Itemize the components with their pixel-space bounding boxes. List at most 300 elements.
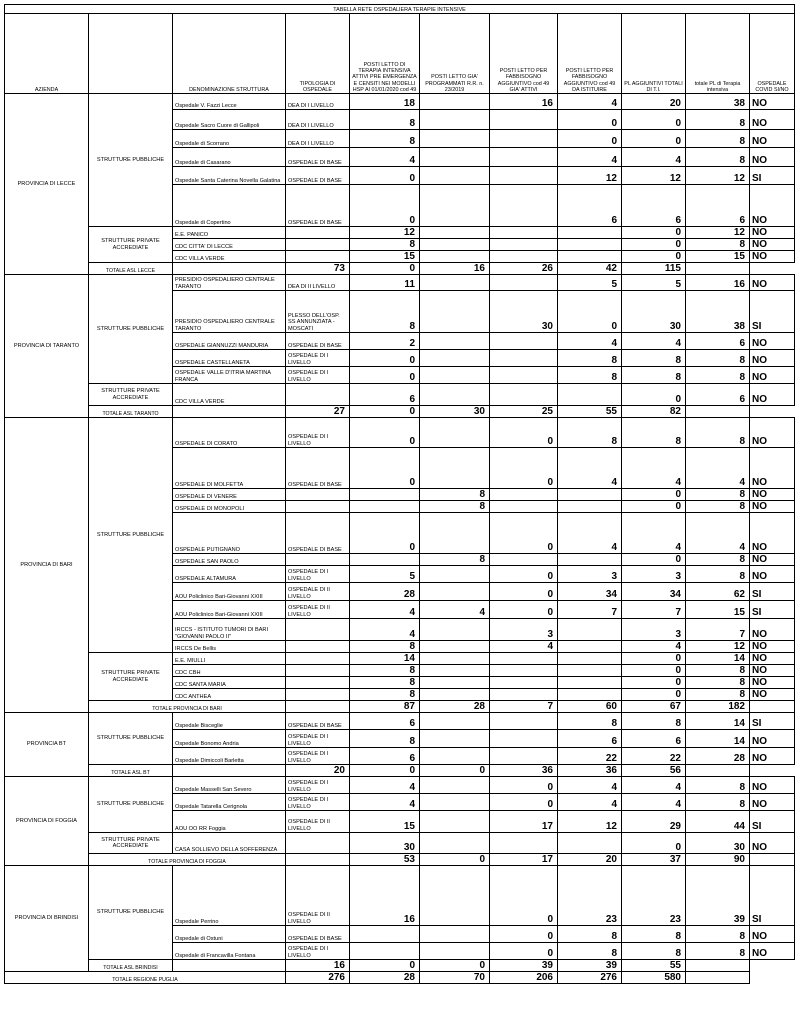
totale-pl: 8 (686, 501, 750, 513)
pl-programmati (420, 689, 490, 701)
hospital-type: OSPEDALE DI BASE (286, 148, 350, 167)
pl-agg-attivi: 0 (490, 513, 558, 554)
pl-agg-totali: 3 (622, 566, 686, 583)
pl-agg-istituire: 7 (558, 601, 622, 619)
pl-agg-istituire (558, 251, 622, 263)
pl-programmati (420, 110, 490, 130)
pl-agg-attivi: 0 (490, 583, 558, 601)
pl-agg-totali: 0 (622, 833, 686, 854)
pl-agg-istituire: 4 (558, 148, 622, 167)
totale-pl: 44 (686, 811, 750, 833)
header-totale-pl: totale PL di Terapia intensiva (686, 14, 750, 94)
header-pl-agg-attivi: POSTI LETTO PER FABBISOGNO AGGIUNTIVO cod 49 GIA' ATTIVI (490, 14, 558, 94)
pl-attivi: 0 (350, 448, 420, 489)
pl-agg-attivi (490, 677, 558, 689)
pl-attivi: 8 (350, 110, 420, 130)
pl-agg-attivi: 0 (490, 601, 558, 619)
covid-flag (686, 972, 750, 984)
structure-name: E.E. PANICO (173, 227, 286, 239)
pl-agg-totali: 0 (622, 554, 686, 566)
totale-pl: 14 (686, 713, 750, 730)
pl-agg-istituire: 8 (558, 943, 622, 960)
pl-agg-istituire (558, 239, 622, 251)
totale-pl: 580 (622, 972, 686, 984)
pl-programmati: 0 (350, 263, 420, 275)
totale-pl: 8 (686, 489, 750, 501)
header-pl-agg-totali: PL AGGIUNTIVI TOTALI DI T.I. (622, 14, 686, 94)
total-row (5, 406, 795, 418)
pl-attivi: 8 (350, 730, 420, 748)
pl-agg-attivi: 0 (490, 777, 558, 794)
totale-pl: 14 (686, 653, 750, 665)
table-row (5, 227, 795, 239)
pl-agg-totali: 67 (622, 701, 686, 713)
structure-name: Ospedale V. Fazzi Lecce (173, 94, 286, 110)
pl-agg-totali: 4 (622, 641, 686, 653)
pl-programmati: 4 (420, 601, 490, 619)
hospital-type: OSPEDALE DI I LIVELLO (286, 794, 350, 811)
covid-flag: NO (750, 513, 795, 554)
pl-agg-attivi: 0 (490, 566, 558, 583)
covid-flag: NO (750, 777, 795, 794)
pl-agg-attivi (490, 748, 558, 765)
pl-agg-istituire (558, 227, 622, 239)
pl-programmati (420, 730, 490, 748)
pl-agg-istituire (558, 665, 622, 677)
covid-flag (686, 765, 750, 777)
cell (286, 854, 350, 866)
pl-attivi: 5 (350, 566, 420, 583)
pl-attivi (350, 501, 420, 513)
hospital-type: OSPEDALE DI I LIVELLO (286, 777, 350, 794)
total-row (5, 701, 795, 713)
total-row (5, 263, 795, 275)
pl-agg-totali: 0 (622, 110, 686, 130)
structure-name: CDC VILLA VERDE (173, 251, 286, 263)
pl-programmati: 0 (350, 406, 420, 418)
totale-pl: 62 (686, 583, 750, 601)
pl-programmati (420, 794, 490, 811)
totale-pl: 115 (622, 263, 686, 275)
pl-agg-attivi (490, 148, 558, 167)
total-row (5, 960, 795, 972)
pl-agg-attivi (490, 130, 558, 148)
pl-agg-attivi (490, 367, 558, 384)
totale-pl: 28 (686, 748, 750, 765)
totale-pl: 8 (686, 794, 750, 811)
pl-agg-attivi: 0 (490, 926, 558, 943)
pl-programmati (420, 943, 490, 960)
pl-agg-totali: 0 (622, 384, 686, 406)
pl-attivi: 11 (350, 275, 420, 291)
covid-flag: NO (750, 333, 795, 350)
table-row (5, 275, 795, 291)
pl-programmati (420, 748, 490, 765)
province-cell: PROVINCIA DI TARANTO (5, 275, 89, 418)
hospital-type (286, 677, 350, 689)
pl-attivi: 20 (286, 765, 350, 777)
covid-flag: SI (750, 866, 795, 926)
covid-flag: SI (750, 811, 795, 833)
covid-flag: NO (750, 665, 795, 677)
pl-agg-totali: 8 (622, 350, 686, 367)
totale-pl: 56 (622, 765, 686, 777)
pl-agg-istituire (558, 501, 622, 513)
pl-attivi (350, 489, 420, 501)
pl-agg-totali: 6 (622, 730, 686, 748)
pl-attivi: 16 (350, 866, 420, 926)
pl-agg-totali: 23 (622, 866, 686, 926)
structure-name: Ospedale Masselli San Severo (173, 777, 286, 794)
pl-agg-istituire: 4 (558, 94, 622, 110)
pl-attivi: 18 (350, 94, 420, 110)
province-cell: PROVINCIA DI LECCE (5, 94, 89, 275)
pl-agg-totali: 12 (622, 167, 686, 185)
structure-name: AOU Policlinico Bari-Giovanni XXIII (173, 601, 286, 619)
pl-programmati: 0 (350, 765, 420, 777)
pl-attivi: 8 (350, 665, 420, 677)
pl-agg-attivi (490, 665, 558, 677)
pl-agg-totali: 0 (622, 489, 686, 501)
structure-name: Ospedale di Casarano (173, 148, 286, 167)
pl-attivi: 15 (350, 811, 420, 833)
pl-programmati (420, 251, 490, 263)
pl-agg-totali: 29 (622, 811, 686, 833)
pl-programmati: 28 (420, 701, 490, 713)
pl-agg-attivi: 30 (420, 406, 490, 418)
pl-programmati (420, 350, 490, 367)
pl-agg-istituire: 8 (558, 418, 622, 448)
totale-pl: 8 (686, 943, 750, 960)
table-title: TABELLA RETE OSPEDALIERA TERAPIE INTENSIVE (5, 5, 795, 14)
pl-programmati (420, 291, 490, 333)
totale-pl: 8 (686, 148, 750, 167)
covid-flag (686, 960, 750, 972)
table-row (5, 653, 795, 665)
structure-name: Ospedale Perrino (173, 866, 286, 926)
covid-flag: NO (750, 418, 795, 448)
pl-agg-istituire: 12 (558, 811, 622, 833)
hospital-type: OSPEDALE DI II LIVELLO (286, 811, 350, 833)
total-row (5, 854, 795, 866)
totale-pl: 8 (686, 110, 750, 130)
table-row (5, 833, 795, 854)
hospital-type: DEA DI I LIVELLO (286, 94, 350, 110)
pl-attivi: 8 (350, 239, 420, 251)
covid-flag: SI (750, 167, 795, 185)
hospital-type: OSPEDALE DI II LIVELLO (286, 866, 350, 926)
pl-agg-istituire: 3 (558, 566, 622, 583)
pl-programmati: 0 (350, 960, 420, 972)
pl-agg-istituire: 60 (558, 701, 622, 713)
total-label: TOTALE ASL BRINDISI (89, 960, 173, 972)
total-label: TOTALE ASL TARANTO (89, 406, 173, 418)
pl-attivi: 4 (350, 777, 420, 794)
structure-group-cell: STRUTTURE PRIVATE ACCREDIATE (89, 227, 173, 263)
pl-agg-istituire: 0 (558, 291, 622, 333)
covid-flag: NO (750, 110, 795, 130)
structure-name: Ospedale Dimiccoli Barletta (173, 748, 286, 765)
structure-name: OSPEDALE CASTELLANETA (173, 350, 286, 367)
pl-agg-istituire: 8 (558, 713, 622, 730)
pl-agg-totali: 8 (622, 418, 686, 448)
pl-programmati (420, 811, 490, 833)
pl-programmati (420, 227, 490, 239)
pl-agg-totali: 0 (622, 653, 686, 665)
total-label: TOTALE PROVINCIA DI BARI (89, 701, 286, 713)
pl-agg-attivi: 0 (490, 418, 558, 448)
pl-attivi (350, 943, 420, 960)
covid-flag: NO (750, 641, 795, 653)
covid-flag: NO (750, 677, 795, 689)
structure-name: Ospedale Bonomo Andria (173, 730, 286, 748)
hospital-type (286, 833, 350, 854)
totale-pl: 16 (686, 275, 750, 291)
total-row (5, 765, 795, 777)
pl-agg-attivi (490, 653, 558, 665)
hospital-type: DEA DI II LIVELLO (286, 275, 350, 291)
pl-attivi: 2 (350, 333, 420, 350)
totale-pl: 12 (686, 641, 750, 653)
totale-pl: 6 (686, 333, 750, 350)
pl-agg-totali: 0 (622, 665, 686, 677)
hospital-type: OSPEDALE DI II LIVELLO (286, 601, 350, 619)
totale-pl: 182 (686, 701, 750, 713)
hospital-type (286, 384, 350, 406)
pl-programmati (420, 653, 490, 665)
hospital-type (286, 489, 350, 501)
pl-attivi: 15 (350, 251, 420, 263)
pl-agg-attivi (490, 501, 558, 513)
pl-agg-istituire: 4 (558, 333, 622, 350)
pl-agg-totali: 37 (622, 854, 686, 866)
totale-pl: 6 (686, 384, 750, 406)
totale-pl: 6 (686, 185, 750, 227)
hospital-type: OSPEDALE DI I LIVELLO (286, 730, 350, 748)
totale-pl: 82 (622, 406, 686, 418)
header-tipologia: TIPOLOGIA DI OSPEDALE (286, 14, 350, 94)
pl-programmati (420, 167, 490, 185)
structure-name: Ospedale di Scorrano (173, 130, 286, 148)
pl-agg-istituire: 4 (558, 794, 622, 811)
pl-programmati (420, 384, 490, 406)
pl-agg-totali: 0 (622, 501, 686, 513)
structure-group-cell: STRUTTURE PRIVATE ACCREDIATE (89, 384, 173, 406)
pl-programmati: 0 (420, 854, 490, 866)
covid-flag: SI (750, 291, 795, 333)
pl-programmati (420, 566, 490, 583)
pl-programmati (420, 239, 490, 251)
pl-agg-istituire: 39 (490, 960, 558, 972)
hospital-type: OSPEDALE DI I LIVELLO (286, 748, 350, 765)
covid-flag: NO (750, 448, 795, 489)
covid-flag: NO (750, 367, 795, 384)
pl-agg-attivi (490, 185, 558, 227)
pl-agg-totali: 276 (558, 972, 622, 984)
pl-agg-istituire (558, 384, 622, 406)
hospital-type: OSPEDALE DI BASE (286, 926, 350, 943)
pl-programmati (420, 448, 490, 489)
pl-programmati (420, 866, 490, 926)
pl-agg-istituire (558, 833, 622, 854)
totale-pl: 39 (686, 866, 750, 926)
pl-agg-totali: 0 (622, 130, 686, 148)
covid-flag: NO (750, 833, 795, 854)
structure-name: PRESIDIO OSPEDALIERO CENTRALE TARANTO (173, 275, 286, 291)
pl-programmati: 28 (350, 972, 420, 984)
pl-programmati (420, 94, 490, 110)
province-cell: PROVINCIA DI FOGGIA (5, 777, 89, 866)
table-row (5, 777, 795, 794)
pl-attivi: 6 (350, 713, 420, 730)
hospital-type: OSPEDALE DI I LIVELLO (286, 367, 350, 384)
pl-agg-totali: 4 (622, 148, 686, 167)
hospital-type (286, 641, 350, 653)
pl-programmati: 8 (420, 489, 490, 501)
covid-flag: SI (750, 601, 795, 619)
pl-attivi: 4 (350, 619, 420, 641)
pl-attivi: 0 (350, 513, 420, 554)
hospital-type: OSPEDALE DI BASE (286, 185, 350, 227)
total-label: TOTALE ASL BT (89, 765, 173, 777)
totale-pl: 7 (686, 619, 750, 641)
pl-agg-attivi (490, 689, 558, 701)
hospital-type (286, 239, 350, 251)
pl-programmati (420, 713, 490, 730)
intensive-care-table (4, 4, 795, 984)
pl-agg-attivi (490, 489, 558, 501)
total-label: TOTALE PROVINCIA DI FOGGIA (89, 854, 286, 866)
covid-flag: NO (750, 148, 795, 167)
pl-agg-attivi: 0 (490, 943, 558, 960)
pl-agg-istituire (558, 554, 622, 566)
pl-attivi: 28 (350, 583, 420, 601)
covid-flag: NO (750, 489, 795, 501)
hospital-type (286, 501, 350, 513)
pl-agg-totali: 4 (622, 777, 686, 794)
hospital-type: PLESSO DELL'OSP. SS ANNUNZIATA - MOSCATI (286, 291, 350, 333)
pl-agg-attivi (490, 227, 558, 239)
pl-programmati (420, 130, 490, 148)
pl-agg-istituire: 4 (558, 448, 622, 489)
covid-flag: NO (750, 943, 795, 960)
table-row (5, 418, 795, 448)
cell (173, 960, 286, 972)
table-row (5, 713, 795, 730)
pl-agg-attivi (490, 833, 558, 854)
pl-agg-totali: 8 (622, 713, 686, 730)
pl-attivi: 4 (350, 601, 420, 619)
pl-agg-totali: 5 (622, 275, 686, 291)
hospital-type: OSPEDALE DI BASE (286, 333, 350, 350)
pl-programmati (420, 777, 490, 794)
header-denominazione: DENOMINAZIONE STRUTTURA (173, 14, 286, 94)
pl-attivi: 0 (350, 418, 420, 448)
hospital-type: OSPEDALE DI II LIVELLO (286, 583, 350, 601)
total-row (5, 972, 795, 984)
pl-agg-attivi: 7 (490, 701, 558, 713)
pl-agg-totali: 8 (622, 926, 686, 943)
structure-name: OSPEDALE DI VENERE (173, 489, 286, 501)
totale-pl: 8 (686, 566, 750, 583)
hospital-type: OSPEDALE DI I LIVELLO (286, 418, 350, 448)
totale-pl: 8 (686, 418, 750, 448)
pl-agg-attivi: 0 (490, 448, 558, 489)
covid-flag: NO (750, 926, 795, 943)
pl-attivi: 30 (350, 833, 420, 854)
province-cell: PROVINCIA DI BARI (5, 418, 89, 713)
totale-pl: 8 (686, 926, 750, 943)
pl-attivi: 4 (350, 794, 420, 811)
hospital-type: OSPEDALE DI BASE (286, 713, 350, 730)
pl-agg-attivi (490, 110, 558, 130)
pl-agg-attivi: 30 (490, 291, 558, 333)
totale-pl: 90 (686, 854, 750, 866)
pl-attivi: 8 (350, 677, 420, 689)
covid-flag: NO (750, 350, 795, 367)
covid-flag: NO (750, 653, 795, 665)
totale-pl: 15 (686, 251, 750, 263)
totale-pl: 4 (686, 513, 750, 554)
structure-group-cell: STRUTTURE PUBBLICHE (89, 713, 173, 765)
structure-group-cell: STRUTTURE PUBBLICHE (89, 418, 173, 653)
covid-flag (750, 701, 795, 713)
pl-attivi: 87 (350, 701, 420, 713)
pl-agg-attivi (490, 730, 558, 748)
pl-agg-attivi (490, 713, 558, 730)
pl-agg-totali: 30 (622, 291, 686, 333)
totale-pl: 38 (686, 291, 750, 333)
hospital-type: OSPEDALE DI BASE (286, 167, 350, 185)
totale-pl: 4 (686, 448, 750, 489)
pl-agg-istituire: 8 (558, 350, 622, 367)
pl-agg-attivi (490, 251, 558, 263)
pl-attivi: 8 (350, 130, 420, 148)
pl-agg-totali: 39 (558, 960, 622, 972)
pl-agg-totali: 4 (622, 794, 686, 811)
pl-agg-attivi: 0 (490, 866, 558, 926)
hospital-table-sheet (4, 4, 794, 984)
covid-flag: SI (750, 583, 795, 601)
covid-flag: NO (750, 251, 795, 263)
totale-pl: 8 (686, 554, 750, 566)
pl-programmati: 8 (420, 501, 490, 513)
pl-attivi: 14 (350, 653, 420, 665)
pl-agg-istituire: 206 (490, 972, 558, 984)
pl-agg-totali: 36 (558, 765, 622, 777)
header-covid: OSPEDALE COVID SI/NO (750, 14, 795, 94)
covid-flag: NO (750, 748, 795, 765)
pl-agg-istituire: 0 (558, 130, 622, 148)
pl-attivi: 73 (286, 263, 350, 275)
structure-name: IRCCS - ISTITUTO TUMORI DI BARI "GIOVANNI PAOLO II" (173, 619, 286, 641)
totale-pl: 12 (686, 167, 750, 185)
structure-name: Ospedale Sacro Cuore di Gallipoli (173, 110, 286, 130)
pl-agg-totali: 6 (622, 185, 686, 227)
pl-programmati (420, 619, 490, 641)
covid-flag: NO (750, 227, 795, 239)
pl-attivi: 8 (350, 641, 420, 653)
structure-name: Ospedale Santa Caterina Novella Galatina (173, 167, 286, 185)
structure-group-cell: STRUTTURE PUBBLICHE (89, 777, 173, 833)
pl-attivi: 12 (350, 227, 420, 239)
structure-name: AOU Policlinico Bari-Giovanni XXIII (173, 583, 286, 601)
pl-agg-totali: 4 (622, 448, 686, 489)
hospital-type: OSPEDALE DI BASE (286, 448, 350, 489)
pl-agg-attivi (490, 167, 558, 185)
structure-name: Ospedale Bisceglie (173, 713, 286, 730)
hospital-type: OSPEDALE DI BASE (286, 513, 350, 554)
